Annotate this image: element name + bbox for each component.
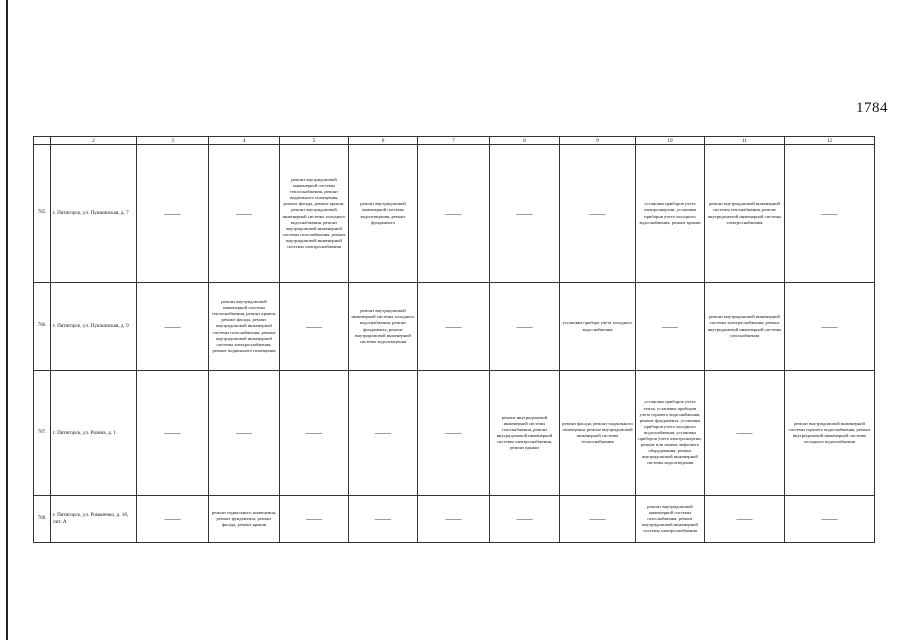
building-address: г. Пятигорск, ул. Пушкинская, д. 9 [51,283,137,371]
page-number: 1784 [856,100,888,116]
cell-col-7: —— [418,145,490,283]
cell-col-12: —— [785,496,875,543]
column-number-header [34,137,875,145]
cell-col-12: —— [785,145,875,283]
repair-register-table [33,136,875,543]
cell-col-4: —— [209,371,280,496]
cell-col-10: установка приборов учета тепла, установка приборов учета горячего водоснабжения, ремонт фундамента, установка приборов учета холодного водоснабжения, установка приборов учета электроэнергии, ремонт или замена лифтового оборудования, ремонт внутридомовой инженерной системы водоотведения [636,371,705,496]
cell-col-12: —— [785,283,875,371]
scan-left-edge-line [6,0,8,640]
cell-col-5: —— [280,283,349,371]
column-header: 11 [705,137,785,145]
cell-col-9: установка прибора учета холодного водоснабжения [560,283,636,371]
column-header [34,137,51,145]
cell-col-3: —— [137,371,209,496]
cell-col-7: —— [418,371,490,496]
cell-col-4: —— [209,145,280,283]
cell-col-8: —— [490,145,560,283]
table-row [34,371,875,496]
cell-col-7: —— [418,283,490,371]
cell-col-9: —— [560,145,636,283]
column-header: 7 [418,137,490,145]
cell-col-3: —— [137,283,209,371]
cell-col-10: —— [636,283,705,371]
table-row [34,283,875,371]
cell-col-5: —— [280,371,349,496]
row-number: 786. [34,283,51,371]
building-address: г. Пятигорск, ул. Пушкинская, д. 7 [51,145,137,283]
cell-col-5: ремонт внутридомовой инженерной системы теплоснабжения, ремонт подвального помещения, ремонт фасада, ремонт крыши, ремонт внутридомовой инженерной системы холодного водоснабжения, ремонт внутридомовой инженерной системы газоснабжения, ремонт внутридомовой инженерной системы электроснабжения [280,145,349,283]
cell-col-6: ремонт внутридомовой инженерной системы холодного водоснабжения, ремонт фундамента, ремонт внутридомовой инженерной системы водоотведения [349,283,418,371]
cell-col-8: —— [490,283,560,371]
column-header: 9 [560,137,636,145]
cell-col-6: —— [349,496,418,543]
cell-col-4: ремонт внутридомовой инженерной системы теплоснабжения, ремонт крыши, ремонт фасада, ремонт внутридомовой инженерной системы газоснабжения, ремонт внутридомовой инженерной системы электроснабжения, ремонт подвального помещения [209,283,280,371]
column-header: 4 [209,137,280,145]
table-row [34,496,875,543]
column-header: 3 [137,137,209,145]
cell-col-11: ремонт внутридомовой инженерной системы газоснабжения, ремонт внутридомовой инженерной системы электроснабжения [705,145,785,283]
cell-col-11: —— [705,371,785,496]
cell-col-10: установка приборов учета электроэнергии, установка приборов учета холодного водоснабжения, ремонт крыши [636,145,705,283]
cell-col-3: —— [137,145,209,283]
row-number: 785. [34,145,51,283]
cell-col-10: ремонт внутридомовой инженерной системы газоснабжения, ремонт внутридомовой инженерной системы электроснабжения [636,496,705,543]
column-header: 10 [636,137,705,145]
cell-col-11: —— [705,496,785,543]
cell-col-6: —— [349,371,418,496]
row-number: 788. [34,496,51,543]
cell-col-8: —— [490,496,560,543]
cell-col-9: ремонт фасада, ремонт подвального помещения, ремонт внутридомовой инженерной системы теплоснабжения [560,371,636,496]
building-address: г. Пятигорск, ул. Романенко, д. 18, лит. А [51,496,137,543]
cell-col-9: —— [560,496,636,543]
cell-col-3: —— [137,496,209,543]
row-number: 787. [34,371,51,496]
cell-col-11: ремонт внутридомовой инженерной системы электроснабжения, ремонт внутридомовой инженерной системы газоснабжения [705,283,785,371]
cell-col-5: —— [280,496,349,543]
column-header: 12 [785,137,875,145]
cell-col-7: —— [418,496,490,543]
column-header: 2 [51,137,137,145]
column-header: 8 [490,137,560,145]
column-header: 5 [280,137,349,145]
cell-col-8: ремонт внутридомовой инженерной системы газоснабжения, ремонт внутридомовой инженерной системы электроснабжения, ремонт крыши [490,371,560,496]
cell-col-6: ремонт внутридомовой инженерной системы водоотведения, ремонт фундамента [349,145,418,283]
table-row [34,145,875,283]
cell-col-12: ремонт внутридомовой инженерной системы горячего водоснабжения, ремонт внутридомовой инженерной системы холодного водоснабжения [785,371,875,496]
column-header: 6 [349,137,418,145]
cell-col-4: ремонт подвального помещения, ремонт фундамента, ремонт фасада, ремонт крыши [209,496,280,543]
building-address: г. Пятигорск, ул. Разина, д. 1 [51,371,137,496]
